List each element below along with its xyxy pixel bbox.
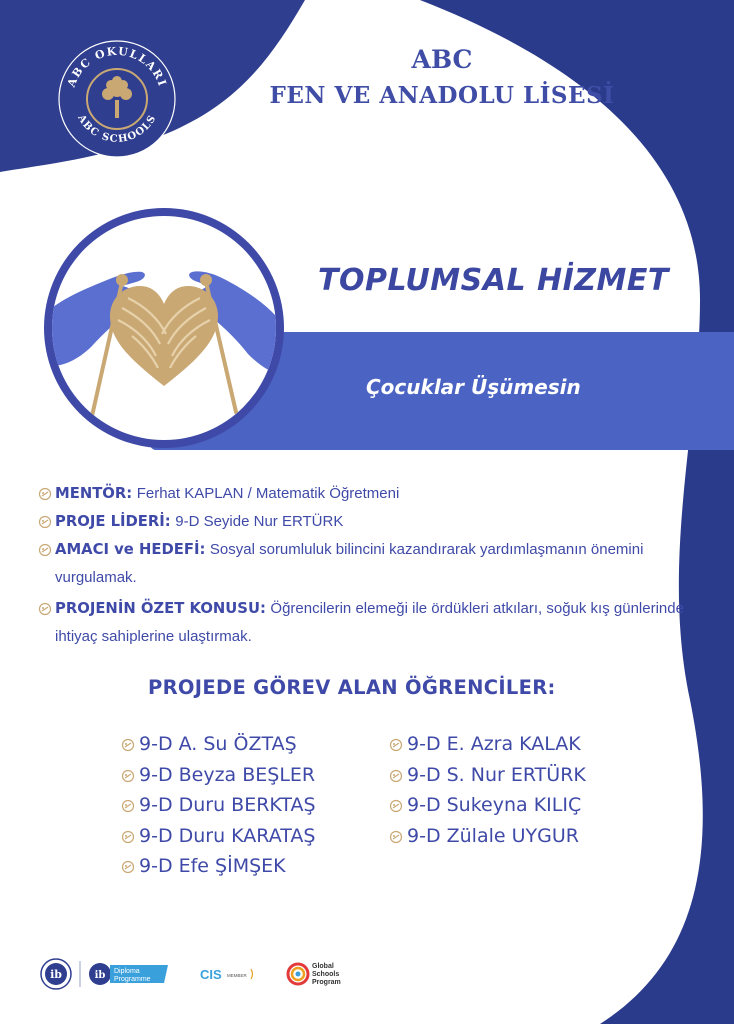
student-name: 9-D A. Su ÖZTAŞ	[139, 733, 297, 755]
bullet-icon	[38, 487, 52, 501]
bullet-icon	[121, 738, 135, 752]
student-name: 9-D Duru KARATAŞ	[139, 824, 316, 847]
school-title	[250, 42, 634, 114]
project-info	[38, 480, 702, 651]
cis-member-logo	[200, 967, 253, 982]
school-title-line2: FEN VE ANADOLU LİSESİ	[269, 82, 615, 109]
info-value: Ferhat KAPLAN / Matematik Öğretmeni	[136, 485, 400, 502]
project-category-title: TOPLUMSAL HİZMET	[318, 263, 669, 298]
student-item	[389, 791, 586, 822]
logo-ring-top: ABC OKULLARI	[64, 44, 170, 89]
svg-text:CIS: CIS	[200, 967, 222, 982]
student-name: 9-D Beyza BEŞLER	[139, 763, 316, 786]
students-heading: PROJEDE GÖREV ALAN ÖĞRENCİLER:	[148, 676, 556, 699]
info-label: AMACI ve HEDEFİ:	[55, 541, 206, 558]
bullet-icon	[389, 830, 403, 844]
ib-logo	[41, 959, 71, 989]
info-value: Öğrencilerin elemeği ile ördükleri atkıları, soğuk kış günlerinde ihtiyaç sahiplerine ulaştırmak.	[55, 600, 684, 645]
info-project-leader	[38, 508, 702, 536]
footer-logos	[40, 955, 370, 993]
student-item	[389, 761, 586, 792]
logo-ring-bottom: ABC SCHOOLS	[75, 112, 159, 146]
info-value: Sosyal sorumluluk bilincini kazandırarak yardımlaşmanın önemini vurgulamak.	[55, 541, 644, 586]
ib-diploma-programme-logo	[89, 963, 168, 985]
bullet-icon	[389, 769, 403, 783]
student-name: 9-D E. Azra KALAK	[407, 733, 581, 755]
bullet-icon	[389, 738, 403, 752]
bullet-icon	[121, 769, 135, 783]
abc-schools-logo	[56, 38, 178, 160]
bullet-icon	[38, 543, 52, 557]
bullet-icon	[121, 799, 135, 813]
students-column-left	[121, 730, 316, 883]
project-subtitle: Çocuklar Üşümesin	[366, 375, 581, 399]
student-item	[389, 730, 586, 761]
bullet-icon	[121, 860, 135, 874]
svg-text:Global: Global	[312, 963, 334, 970]
student-item	[121, 852, 316, 883]
info-aim	[38, 536, 702, 592]
illustration-circle	[52, 216, 276, 440]
svg-text:MEMBER: MEMBER	[227, 973, 247, 978]
svg-text:ib: ib	[94, 970, 106, 981]
school-title-line1: ABC	[411, 45, 473, 74]
student-name: 9-D Sukeyna KILIÇ	[407, 794, 582, 816]
info-summary	[38, 595, 702, 651]
student-name: 9-D Duru BERKTAŞ	[139, 794, 316, 816]
bullet-icon	[38, 602, 52, 616]
global-schools-program-logo	[288, 963, 341, 986]
svg-text:Programme: Programme	[114, 976, 151, 983]
info-label: PROJENİN ÖZET KONUSU:	[55, 600, 266, 617]
student-name: 9-D Efe ŞİMŞEK	[139, 855, 286, 877]
student-item	[389, 822, 586, 853]
info-label: PROJE LİDERİ:	[55, 513, 171, 530]
svg-text:Program: Program	[312, 979, 341, 986]
student-item	[121, 761, 316, 792]
student-name: 9-D Zülale UYGUR	[407, 824, 579, 847]
svg-text:Schools: Schools	[312, 971, 340, 978]
students-column-right	[389, 730, 586, 852]
student-item	[121, 791, 316, 822]
knitting-heart-illustration	[52, 216, 276, 440]
student-item	[121, 730, 316, 761]
bullet-icon	[121, 830, 135, 844]
bullet-icon	[389, 799, 403, 813]
yarn-heart-icon	[110, 286, 218, 386]
info-mentor	[38, 480, 702, 508]
student-name: 9-D S. Nur ERTÜRK	[407, 763, 586, 786]
bullet-icon	[38, 515, 52, 529]
info-value: 9-D Seyide Nur ERTÜRK	[175, 513, 344, 530]
student-item	[121, 822, 316, 853]
info-label: MENTÖR:	[55, 485, 133, 502]
svg-text:ib: ib	[50, 968, 62, 981]
svg-text:Diploma: Diploma	[114, 968, 140, 975]
